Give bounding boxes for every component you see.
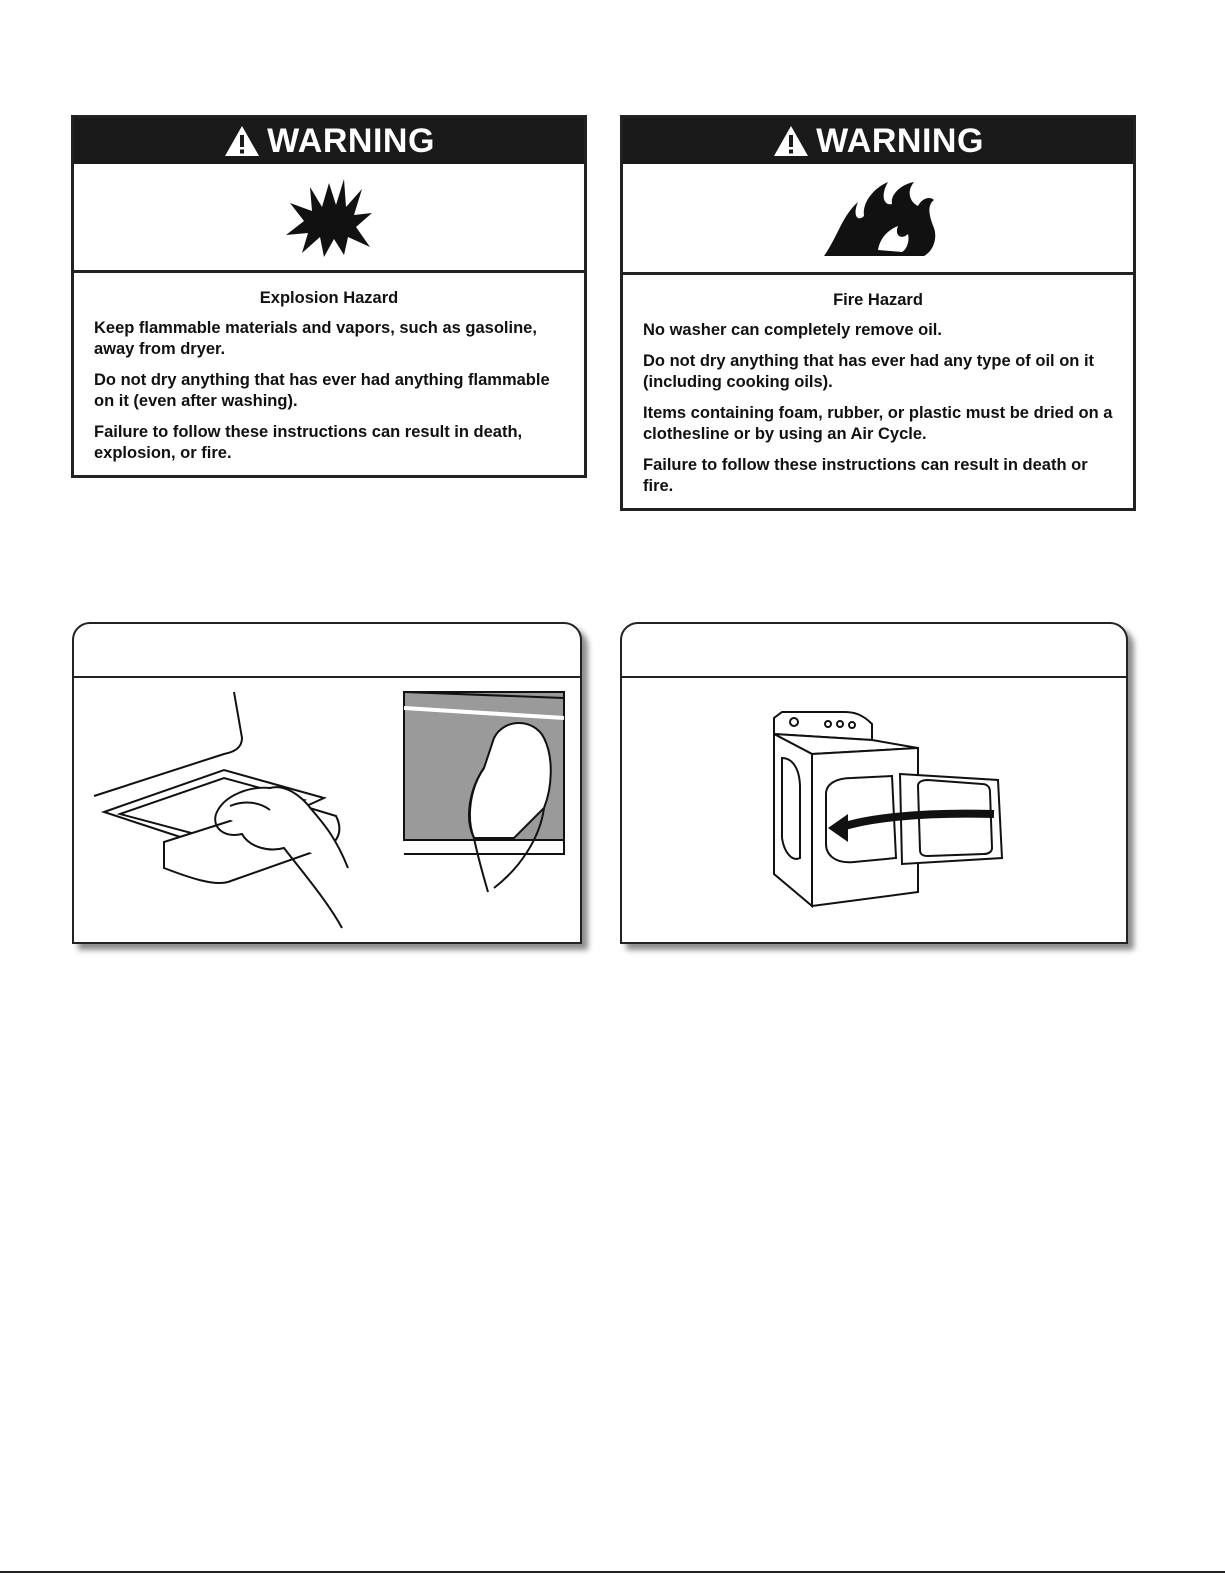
panel-title — [74, 624, 580, 678]
warning-header-label: WARNING — [816, 121, 984, 160]
warning-header-label: WARNING — [267, 121, 435, 160]
warning-box-explosion — [71, 115, 587, 478]
warning-paragraph: Failure to follow these instructions can result in death or fire. — [643, 456, 1088, 495]
alert-triangle-icon — [223, 124, 261, 158]
dryer-door-panel — [620, 622, 1128, 944]
explosion-icon — [284, 175, 374, 259]
hazard-title: Fire Hazard — [833, 291, 923, 309]
hazard-symbol-area — [74, 164, 584, 273]
fire-icon — [818, 176, 938, 260]
alert-triangle-icon — [772, 124, 810, 158]
warning-box-fire — [620, 115, 1136, 511]
warning-paragraph: Keep flammable materials and vapors, such as gasoline, away from dryer. — [94, 319, 537, 358]
lint-screen-cleaning-illustration — [74, 678, 580, 942]
warning-paragraph: No washer can completely remove oil. — [643, 321, 942, 339]
warning-header — [74, 118, 584, 164]
warning-paragraph: Do not dry anything that has ever had anything flammable on it (even after washing). — [94, 371, 550, 410]
panel-title — [622, 624, 1126, 678]
hazard-title: Explosion Hazard — [259, 289, 399, 307]
warning-paragraph: Do not dry anything that has ever had any type of oil on it (including cooking oils). — [643, 352, 1095, 391]
warning-paragraph: Items containing foam, rubber, or plastic must be dried on a clothesline or by using an Air Cycle. — [643, 404, 1113, 443]
lint-screen-panel — [72, 622, 582, 944]
hazard-symbol-area — [623, 164, 1133, 275]
page-bottom-rule — [0, 1571, 1225, 1573]
dryer-door-open-illustration — [622, 678, 1126, 942]
warning-paragraph: Failure to follow these instructions can result in death, explosion, or fire. — [94, 423, 523, 462]
warning-header — [623, 118, 1133, 164]
